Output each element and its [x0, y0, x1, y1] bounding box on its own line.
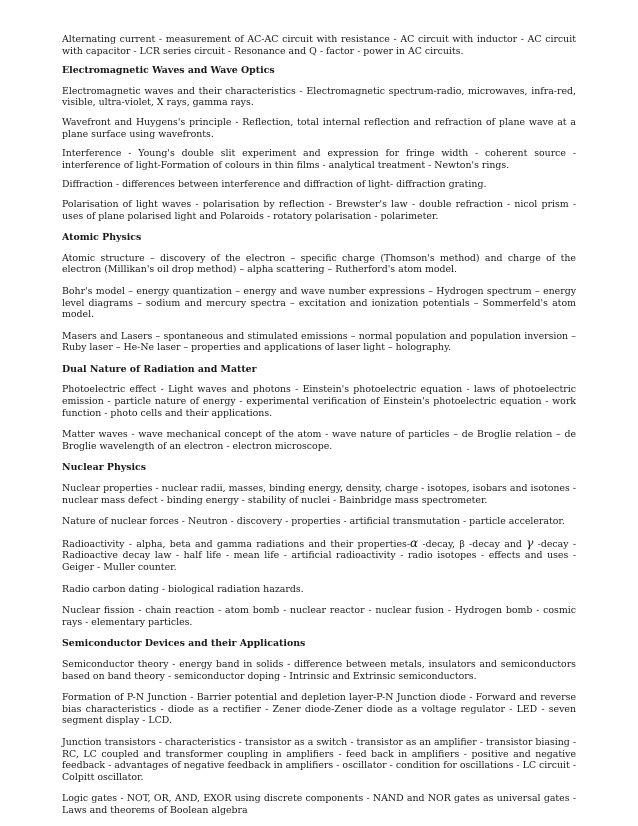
section-heading-atomic: Atomic Physics: [62, 232, 142, 244]
section-heading-nuclear: Nuclear Physics: [62, 462, 147, 474]
paragraph-atomic-structure: Atomic structure – discovery of the electron – specific charge (Thomson's method) and charge of the electron (Millikan's oil drop method) – alpha scattering – Rutherford's atom model.: [62, 252, 576, 276]
paragraph-huygens: Wavefront and Huygens's principle - Reflection, total internal reflection and refraction of plane wave at a plane surface using wavefronts.: [62, 116, 576, 140]
section-heading-dual-nature: Dual Nature of Radiation and Matter: [62, 363, 257, 375]
paragraph-photoelectric: Photoelectric effect - Light waves and photons - Einstein's photoelectric equation - laws of photoelectric emission - particle nature of energy - experimental verification of Einstein's photoelectric equation - work function - photo cells and their applications.: [62, 384, 576, 419]
gamma-symbol: γ: [526, 535, 534, 550]
paragraph-matter-waves: Matter waves - wave mechanical concept of the atom - wave nature of particles – de Broglie relation – de Broglie wavelength of an electron - electron microscope.: [62, 429, 576, 452]
paragraph-semiconductor-theory: Semiconductor theory - energy band in solids - difference between metals, insulators and semiconductors based on band theory - semiconductor doping - Intrinsic and Extrinsic semiconductors.: [62, 658, 576, 682]
paragraph-nuclear-forces: Nature of nuclear forces - Neutron - discovery - properties - artificial transmutation - particle accelerator.: [62, 516, 565, 528]
paragraph-radioactivity: [62, 535, 577, 574]
radioactivity-text-a: Radioactivity - alpha, beta and gamma radiations and their properties-: [62, 538, 410, 550]
paragraph-pn-junction: Formation of P-N Junction - Barrier potential and depletion layer-P-N Junction diode - Forward and reverse bias characteristics - diode as a rectifier - Zener diode-Zener diode as a voltage regulator - LED - seven segment display - LCD.: [62, 692, 576, 727]
paragraph-ac-circuits: Alternating current - measurement of AC-AC circuit with resistance - AC circuit with inductor - AC circuit with capacitor - LCR series circuit - Resonance and Q - factor - power in AC circuits.: [62, 34, 576, 57]
paragraph-logic-gates: Logic gates - NOT, OR, AND, EXOR using discrete components - NAND and NOR gates as universal gates -Laws and theorems of Boolean algebra: [62, 793, 576, 816]
paragraph-lasers: Masers and Lasers – spontaneous and stimulated emissions – normal population and population inversion – Ruby laser – He-Ne laser – properties and applications of laser light – holography.: [62, 330, 576, 354]
radioactivity-text-c: -decay - Radioactive decay law - half life - mean life - artificial radioactivity - radio isotopes - effects and uses - Geiger - Muller counter.: [62, 538, 577, 573]
alpha-symbol: α: [410, 535, 419, 550]
paragraph-nuclear-properties: Nuclear properties - nuclear radii, masses, binding energy, density, charge - isotopes, isobars and isotones - nuclear mass defect - binding energy - stability of nuclei - Bainbridge mass spectrometer.: [62, 483, 576, 506]
paragraph-fission: Nuclear fission - chain reaction - atom bomb - nuclear reactor - nuclear fusion - Hydrogen bomb - cosmic rays - elementary particles.: [62, 605, 576, 628]
section-heading-semiconductors: Semiconductor Devices and their Applications: [62, 638, 306, 650]
paragraph-diffraction: Diffraction - differences between interference and diffraction of light- diffraction grating.: [62, 179, 487, 191]
paragraph-em-spectrum: Electromagnetic waves and their characteristics - Electromagnetic spectrum-radio, microwaves, infra-red, visible, ultra-violet, X rays, gamma rays.: [62, 85, 576, 109]
paragraph-carbon-dating: Radio carbon dating - biological radiation hazards.: [62, 583, 304, 595]
radioactivity-text-b: -decay, β -decay and: [418, 538, 527, 550]
paragraph-bohr-model: Bohr's model – energy quantization – energy and wave number expressions – Hydrogen spectrum – energy level diagrams – sodium and mercury spectra – excitation and ionization potentials – Sommerfeld's atom model.: [62, 285, 576, 321]
paragraph-transistors: Junction transistors - characteristics - transistor as a switch - transistor as an amplifier - transistor biasing - RC, LC coupled and transformer coupling in amplifiers - feed back in amplifiers - positive and negative feedback - advantages of negative feedback in amplifiers - oscillator - condition for oscillations - LC circuit - Colpitt oscillator.: [62, 736, 576, 783]
section-heading-em-waves: Electromagnetic Waves and Wave Optics: [62, 65, 275, 77]
paragraph-interference: Interference - Young's double slit experiment and expression for fringe width - coherent source - interference of light-Formation of colours in thin films - analytical treatment - Newton's rings.: [62, 148, 576, 171]
paragraph-polarisation: Polarisation of light waves - polarisation by reflection - Brewster's law - double refraction - nicol prism - uses of plane polarised light and Polaroids - rotatory polarisation - polarimeter.: [62, 198, 576, 222]
